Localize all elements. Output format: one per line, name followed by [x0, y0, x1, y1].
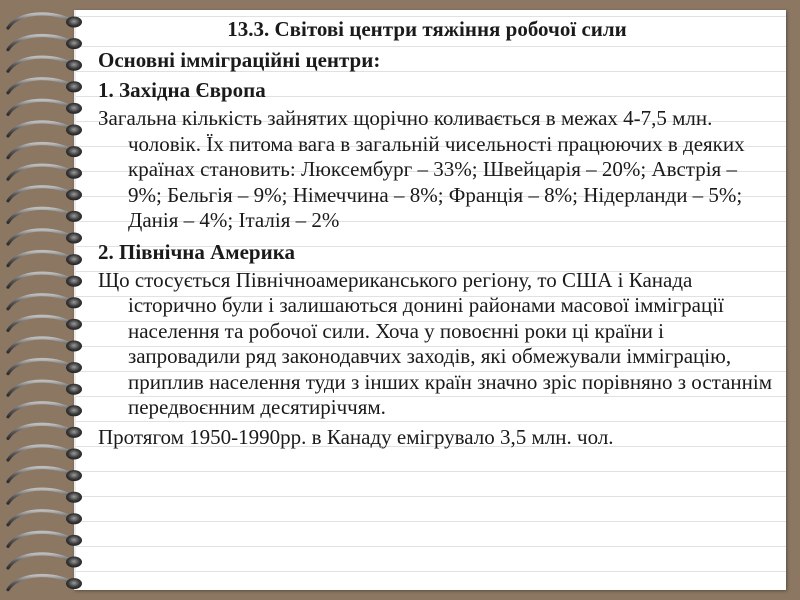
spiral-ring-wire — [8, 532, 70, 546]
section-heading-north-america: 2. Північна Америка — [98, 239, 295, 264]
spiral-ring-wire — [8, 575, 70, 589]
page-margin-line — [74, 10, 76, 590]
spiral-ring-wire — [8, 511, 70, 525]
spiral-ring-wire — [8, 338, 70, 352]
slide-content — [98, 14, 776, 454]
spiral-ring-wire — [8, 467, 70, 481]
spiral-ring-wire — [8, 79, 70, 93]
subtitle: Основні імміграційні центри: — [98, 48, 381, 72]
spiral-ring-wire — [8, 187, 70, 201]
spiral-ring-wire — [8, 208, 70, 222]
spiral-ring-wire — [8, 359, 70, 373]
spiral-ring-wire — [8, 554, 70, 568]
spiral-ring-wire — [8, 295, 70, 309]
spiral-ring-wire — [8, 316, 70, 330]
section-heading-western-europe: 1. Західна Європа — [98, 78, 266, 102]
paragraph-western-europe: Загальна кількість зайнятих щорічно коливається в межах 4-7,5 млн. чоловік. Їх питома вага в загальній чисельності працюючих в деяких країнах становить: Люксембург – 33%; Швейцарія – 20%; Австрія – 9%; Бельгія – 9%; Німеччина – 8%; Франція – 8%; Нідерланди – 5%; Данія – 4%; Італія – 2% — [98, 106, 745, 232]
spiral-ring-wire — [8, 100, 70, 114]
paragraph-canada-emigration: Протягом 1950-1990рр. в Канаду емігрувало 3,5 млн. чол. — [98, 424, 614, 449]
spiral-ring-wire — [8, 251, 70, 265]
spiral-ring-wire — [8, 446, 70, 460]
spiral-ring-wire — [8, 165, 70, 179]
spiral-ring-wire — [8, 230, 70, 244]
spiral-ring-wire — [8, 489, 70, 503]
paragraph-north-america: Що стосується Північноамериканського регіону, то США і Канада історично були і залишаються донині районами масової імміграції населення та робочої сили. Хоча у повоєнні роки ці країни і запровадили ряд законодавчих заходів, які обмежували імміграцію, приплив населення туди з інших країн значно зріс порівняно з останнім передвоєнним десятиріччям. — [98, 267, 772, 419]
spiral-ring-wire — [8, 273, 70, 287]
spiral-ring-wire — [8, 143, 70, 157]
spiral-ring-wire — [8, 35, 70, 49]
spiral-ring-wire — [8, 57, 70, 71]
spiral-ring-wire — [8, 122, 70, 136]
spiral-ring-wire — [8, 381, 70, 395]
spiral-ring-wire — [8, 424, 70, 438]
spiral-ring-wire — [8, 14, 70, 28]
spiral-ring-wire — [8, 403, 70, 417]
slide-title: 13.3. Світові центри тяжіння робочої сили — [227, 17, 627, 41]
